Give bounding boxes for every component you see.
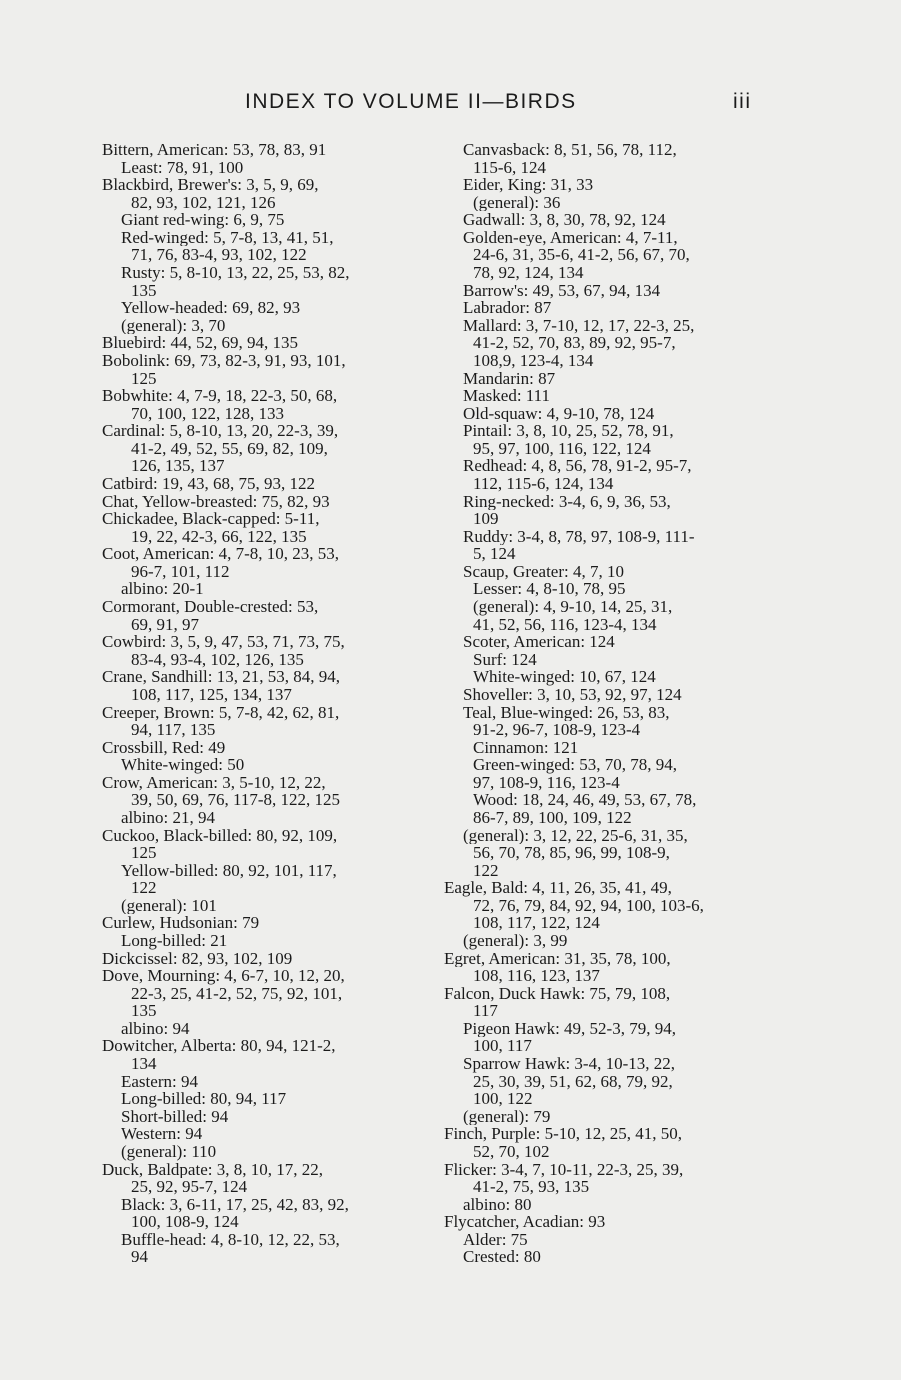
index-subentry: Masked: 111 xyxy=(463,387,551,405)
index-subentry: albino: 80 xyxy=(463,1195,532,1214)
index-subentry: Yellow-billed: 80, 92, 101, 117, xyxy=(121,861,337,880)
index-subentry: (general): 3, 99 xyxy=(463,932,568,950)
index-entry: Chickadee, Black-capped: 5-11, xyxy=(102,510,320,528)
index-subentry: Shoveller: 3, 10, 53, 92, 97, 124 xyxy=(463,685,682,704)
index-continuation: 72, 76, 79, 84, 92, 94, 100, 103-6, xyxy=(473,896,704,915)
index-subentry: Golden-eye, American: 4, 7-11, xyxy=(463,228,678,247)
index-continuation: 97, 108-9, 116, 123-4 xyxy=(473,773,620,792)
page-title: INDEX TO VOLUME II—BIRDS xyxy=(245,90,577,113)
index-entry: Cuckoo, Black-billed: 80, 92, 109, xyxy=(102,826,338,845)
index-continuation: 126, 135, 137 xyxy=(131,457,225,475)
index-entry: Curlew, Hudsonian: 79 xyxy=(102,914,260,933)
index-entry: Egret, American: 31, 35, 78, 100, xyxy=(444,949,671,968)
index-entry: Duck, Baldpate: 3, 8, 10, 17, 22, xyxy=(102,1160,323,1179)
index-subentry: Barrow's: 49, 53, 67, 94, 134 xyxy=(463,281,661,300)
index-entry: Flycatcher, Acadian: 93 xyxy=(444,1213,606,1231)
index-continuation: 122 xyxy=(473,861,499,880)
index-column-left xyxy=(102,141,432,1266)
index-continuation: 69, 91, 97 xyxy=(131,615,199,634)
index-continuation: 5, 124 xyxy=(473,545,516,563)
index-continuation: 41-2, 75, 93, 135 xyxy=(473,1178,590,1196)
index-subentry: Scoter, American: 124 xyxy=(463,633,615,651)
index-subentry: Black: 3, 6-11, 17, 25, 42, 83, 92, xyxy=(121,1195,349,1214)
index-continuation: 134 xyxy=(131,1055,157,1073)
index-entry: Dickcissel: 82, 93, 102, 109 xyxy=(102,949,293,968)
index-subentry: Labrador: 87 xyxy=(463,299,552,317)
index-continuation: 125 xyxy=(131,369,157,388)
index-continuation: 86-7, 89, 100, 109, 122 xyxy=(473,808,632,827)
index-entry: Flicker: 3-4, 7, 10-11, 22-3, 25, 39, xyxy=(444,1160,684,1179)
index-entry: Cardinal: 5, 8-10, 13, 20, 22-3, 39, xyxy=(102,422,339,440)
index-entry: Finch, Purple: 5-10, 12, 25, 41, 50, xyxy=(444,1125,682,1143)
index-subentry: Eastern: 94 xyxy=(121,1072,198,1091)
index-subentry: Pigeon Hawk: 49, 52-3, 79, 94, xyxy=(463,1019,676,1038)
page-header xyxy=(0,88,901,118)
index-continuation: 96-7, 101, 112 xyxy=(131,562,230,581)
index-subentry: Alder: 75 xyxy=(463,1230,528,1249)
index-subentry: Mallard: 3, 7-10, 12, 17, 22-3, 25, xyxy=(463,316,695,335)
index-continuation: 22-3, 25, 41-2, 52, 75, 92, 101, xyxy=(131,984,343,1003)
index-continuation: 24-6, 31, 35-6, 41-2, 56, 67, 70, xyxy=(473,246,690,265)
index-subentry: Yellow-headed: 69, 82, 93 xyxy=(121,299,301,317)
index-subentry: Rusty: 5, 8-10, 13, 22, 25, 53, 82, xyxy=(121,264,350,282)
index-entry: Bobwhite: 4, 7-9, 18, 22-3, 50, 68, xyxy=(102,387,338,405)
index-entry: Bittern, American: 53, 78, 83, 91 xyxy=(102,141,327,159)
index-continuation: (general): 4, 9-10, 14, 25, 31, xyxy=(473,598,673,616)
index-continuation: 56, 70, 78, 85, 96, 99, 108-9, xyxy=(473,844,670,862)
page-number: iii xyxy=(733,90,752,113)
index-continuation: 41-2, 52, 70, 83, 89, 92, 95-7, xyxy=(473,334,676,352)
index-subentry: (general): 3, 12, 22, 25-6, 31, 35, xyxy=(463,826,688,845)
index-subentry: Buffle-head: 4, 8-10, 12, 22, 53, xyxy=(121,1230,340,1249)
index-entry: Catbird: 19, 43, 68, 75, 93, 122 xyxy=(102,474,315,493)
index-continuation: 39, 50, 69, 76, 117-8, 122, 125 xyxy=(131,791,341,809)
index-continuation: 108, 116, 123, 137 xyxy=(473,967,600,985)
index-continuation: 100, 108-9, 124 xyxy=(131,1213,239,1231)
index-subentry: (general): 3, 70 xyxy=(121,316,226,335)
index-subentry: Gadwall: 3, 8, 30, 78, 92, 124 xyxy=(463,211,666,229)
index-continuation: 108, 117, 122, 124 xyxy=(473,914,600,933)
index-continuation: 108, 117, 125, 134, 137 xyxy=(131,685,292,704)
index-entry: Eagle, Bald: 4, 11, 26, 35, 41, 49, xyxy=(444,879,672,897)
index-subentry: (general): 79 xyxy=(463,1107,551,1126)
index-subentry: Giant red-wing: 6, 9, 75 xyxy=(121,211,285,229)
index-subentry: Ruddy: 3-4, 8, 78, 97, 108-9, 111- xyxy=(463,527,695,546)
index-continuation: 109 xyxy=(473,510,499,528)
index-continuation: 125 xyxy=(131,844,157,862)
index-continuation: White-winged: 10, 67, 124 xyxy=(473,668,656,686)
index-subentry: Redhead: 4, 8, 56, 78, 91-2, 95-7, xyxy=(463,457,692,475)
index-subentry: Least: 78, 91, 100 xyxy=(121,158,244,177)
index-subentry: Scaup, Greater: 4, 7, 10 xyxy=(463,562,624,581)
index-subentry: Crested: 80 xyxy=(463,1248,541,1266)
index-continuation: 41-2, 49, 52, 55, 69, 82, 109, xyxy=(131,439,328,458)
index-entry: Bobolink: 69, 73, 82-3, 91, 93, 101, xyxy=(102,351,346,370)
index-subentry: Mandarin: 87 xyxy=(463,369,556,388)
index-entry: Blackbird, Brewer's: 3, 5, 9, 69, xyxy=(102,176,319,194)
index-entry: Crow, American: 3, 5-10, 12, 22, xyxy=(102,773,326,792)
index-continuation: 95, 97, 100, 116, 122, 124 xyxy=(473,439,651,458)
index-entry: Crane, Sandhill: 13, 21, 53, 84, 94, xyxy=(102,668,340,686)
index-continuation: (general): 36 xyxy=(473,193,561,212)
index-continuation: 94 xyxy=(131,1248,148,1266)
index-subentry: White-winged: 50 xyxy=(121,756,245,774)
index-subentry: albino: 21, 94 xyxy=(121,808,215,827)
index-continuation: 91-2, 96-7, 108-9, 123-4 xyxy=(473,721,641,739)
index-subentry: Short-billed: 94 xyxy=(121,1107,229,1126)
index-entry: Cormorant, Double-crested: 53, xyxy=(102,598,319,616)
index-continuation: 25, 30, 39, 51, 62, 68, 79, 92, xyxy=(473,1072,673,1091)
index-continuation: 108,9, 123-4, 134 xyxy=(473,351,594,370)
index-continuation: Wood: 18, 24, 46, 49, 53, 67, 78, xyxy=(473,791,697,809)
index-continuation: 100, 122 xyxy=(473,1090,533,1108)
index-continuation: 83-4, 93-4, 102, 126, 135 xyxy=(131,650,304,669)
index-continuation: 112, 115-6, 124, 134 xyxy=(473,474,614,493)
index-continuation: 122 xyxy=(131,879,157,897)
index-continuation: 94, 117, 135 xyxy=(131,721,216,739)
index-subentry: (general): 101 xyxy=(121,896,217,915)
index-continuation: Green-winged: 53, 70, 78, 94, xyxy=(473,756,677,774)
index-subentry: Sparrow Hawk: 3-4, 10-13, 22, xyxy=(463,1055,675,1073)
index-subentry: Canvasback: 8, 51, 56, 78, 112, xyxy=(463,141,677,159)
index-continuation: 135 xyxy=(131,1002,157,1020)
index-continuation: 135 xyxy=(131,281,157,300)
index-subentry: Western: 94 xyxy=(121,1125,203,1143)
index-continuation: 115-6, 124 xyxy=(473,158,547,177)
index-continuation: 117 xyxy=(473,1002,498,1020)
index-subentry: Ring-necked: 3-4, 6, 9, 36, 53, xyxy=(463,492,671,511)
index-continuation: 100, 117 xyxy=(473,1037,532,1056)
index-continuation: Cinnamon: 121 xyxy=(473,738,579,757)
index-subentry: Teal, Blue-winged: 26, 53, 83, xyxy=(463,703,670,722)
index-entry: Dowitcher, Alberta: 80, 94, 121-2, xyxy=(102,1037,336,1056)
index-continuation: 82, 93, 102, 121, 126 xyxy=(131,193,276,212)
index-continuation: Lesser: 4, 8-10, 78, 95 xyxy=(473,580,626,599)
index-entry: Chat, Yellow-breasted: 75, 82, 93 xyxy=(102,492,330,511)
index-continuation: 71, 76, 83-4, 93, 102, 122 xyxy=(131,246,307,265)
index-continuation: 25, 92, 95-7, 124 xyxy=(131,1178,248,1196)
index-continuation: Surf: 124 xyxy=(473,650,537,669)
index-continuation: 78, 92, 124, 134 xyxy=(473,264,584,282)
index-entry: Coot, American: 4, 7-8, 10, 23, 53, xyxy=(102,545,340,563)
index-continuation: 41, 52, 56, 116, 123-4, 134 xyxy=(473,615,657,634)
index-column-right xyxy=(444,141,774,1266)
index-subentry: Pintail: 3, 8, 10, 25, 52, 78, 91, xyxy=(463,422,674,440)
index-subentry: Long-billed: 21 xyxy=(121,932,228,950)
index-continuation: 19, 22, 42-3, 66, 122, 135 xyxy=(131,527,307,546)
index-continuation: 52, 70, 102 xyxy=(473,1142,550,1161)
index-subentry: Red-winged: 5, 7-8, 13, 41, 51, xyxy=(121,228,334,247)
index-subentry: Long-billed: 80, 94, 117 xyxy=(121,1090,287,1108)
index-continuation: 70, 100, 122, 128, 133 xyxy=(131,404,284,423)
index-subentry: albino: 94 xyxy=(121,1019,190,1038)
index-subentry: Old-squaw: 4, 9-10, 78, 124 xyxy=(463,404,655,423)
index-entry: Crossbill, Red: 49 xyxy=(102,738,226,757)
index-entry: Creeper, Brown: 5, 7-8, 42, 62, 81, xyxy=(102,703,340,722)
index-subentry: Eider, King: 31, 33 xyxy=(463,176,594,194)
index-subentry: (general): 110 xyxy=(121,1142,217,1161)
index-entry: Cowbird: 3, 5, 9, 47, 53, 71, 73, 75, xyxy=(102,633,345,651)
index-entry: Dove, Mourning: 4, 6-7, 10, 12, 20, xyxy=(102,967,345,985)
index-subentry: albino: 20-1 xyxy=(121,580,204,599)
index-entry: Falcon, Duck Hawk: 75, 79, 108, xyxy=(444,984,671,1003)
index-entry: Bluebird: 44, 52, 69, 94, 135 xyxy=(102,334,298,352)
